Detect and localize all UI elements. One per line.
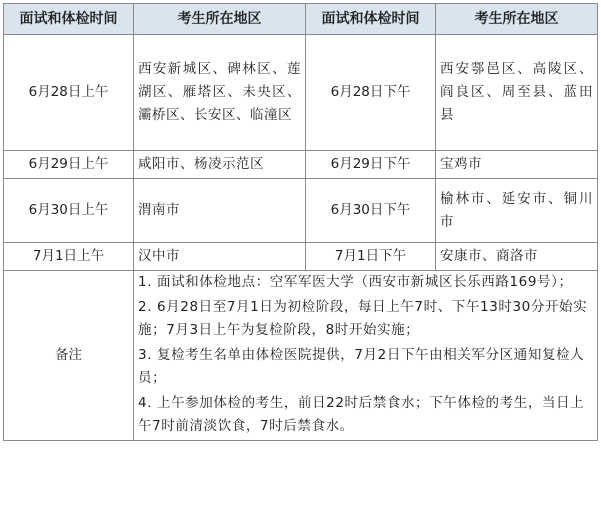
time-pm: 6月30日下午: [306, 179, 436, 243]
table-row: [4, 179, 598, 243]
area-pm: 榆林市、延安市、铜川市: [436, 179, 598, 243]
note-item: 2. 6月28日至7月1日为初检阶段，每日上午7时、下午13时30分开始实施；7月3日上午为复检阶段，8时开始实施；: [138, 299, 588, 338]
header-row: [4, 4, 598, 35]
area-am: 渭南市: [134, 179, 306, 243]
time-am: 6月30日上午: [4, 179, 134, 243]
area-pm: 宝鸡市: [436, 151, 598, 179]
time-am: 6月29日上午: [4, 151, 134, 179]
time-pm: 6月28日下午: [306, 35, 436, 151]
area-am: 汉中市: [134, 243, 306, 271]
header-time-am: 面试和体检时间: [4, 4, 134, 35]
table-row: [4, 243, 598, 271]
table-row: [4, 151, 598, 179]
area-am: 西安新城区、碑林区、莲湖区、雁塔区、未央区、灞桥区、长安区、临潼区: [134, 35, 306, 151]
header-area-am: 考生所在地区: [134, 4, 306, 35]
area-pm: 西安鄠邑区、高陵区、阎良区、周至县、蓝田县: [436, 35, 598, 151]
time-am: 6月28日上午: [4, 35, 134, 151]
schedule-table: [3, 3, 598, 441]
notes-content: [134, 271, 598, 441]
time-pm: 7月1日下午: [306, 243, 436, 271]
note-item: 4. 上午参加体检的考生，前日22时后禁食水；下午体检的考生，当日上午7时前清淡饮食，7时后禁食水。: [138, 395, 585, 434]
time-pm: 6月29日下午: [306, 151, 436, 179]
note-item: 3. 复检考生名单由体检医院提供，7月2日下午由相关军分区通知复检人员；: [138, 347, 585, 386]
area-am: 咸阳市、杨凌示范区: [134, 151, 306, 179]
notes-row: [4, 271, 598, 441]
header-area-pm: 考生所在地区: [436, 4, 598, 35]
notes-label: 备注: [4, 271, 134, 441]
area-pm: 安康市、商洛市: [436, 243, 598, 271]
note-item: 1. 面试和体检地点：空军军医大学（西安市新城区长乐西路169号）；: [138, 274, 573, 290]
table-row: [4, 35, 598, 151]
time-am: 7月1日上午: [4, 243, 134, 271]
header-time-pm: 面试和体检时间: [306, 4, 436, 35]
